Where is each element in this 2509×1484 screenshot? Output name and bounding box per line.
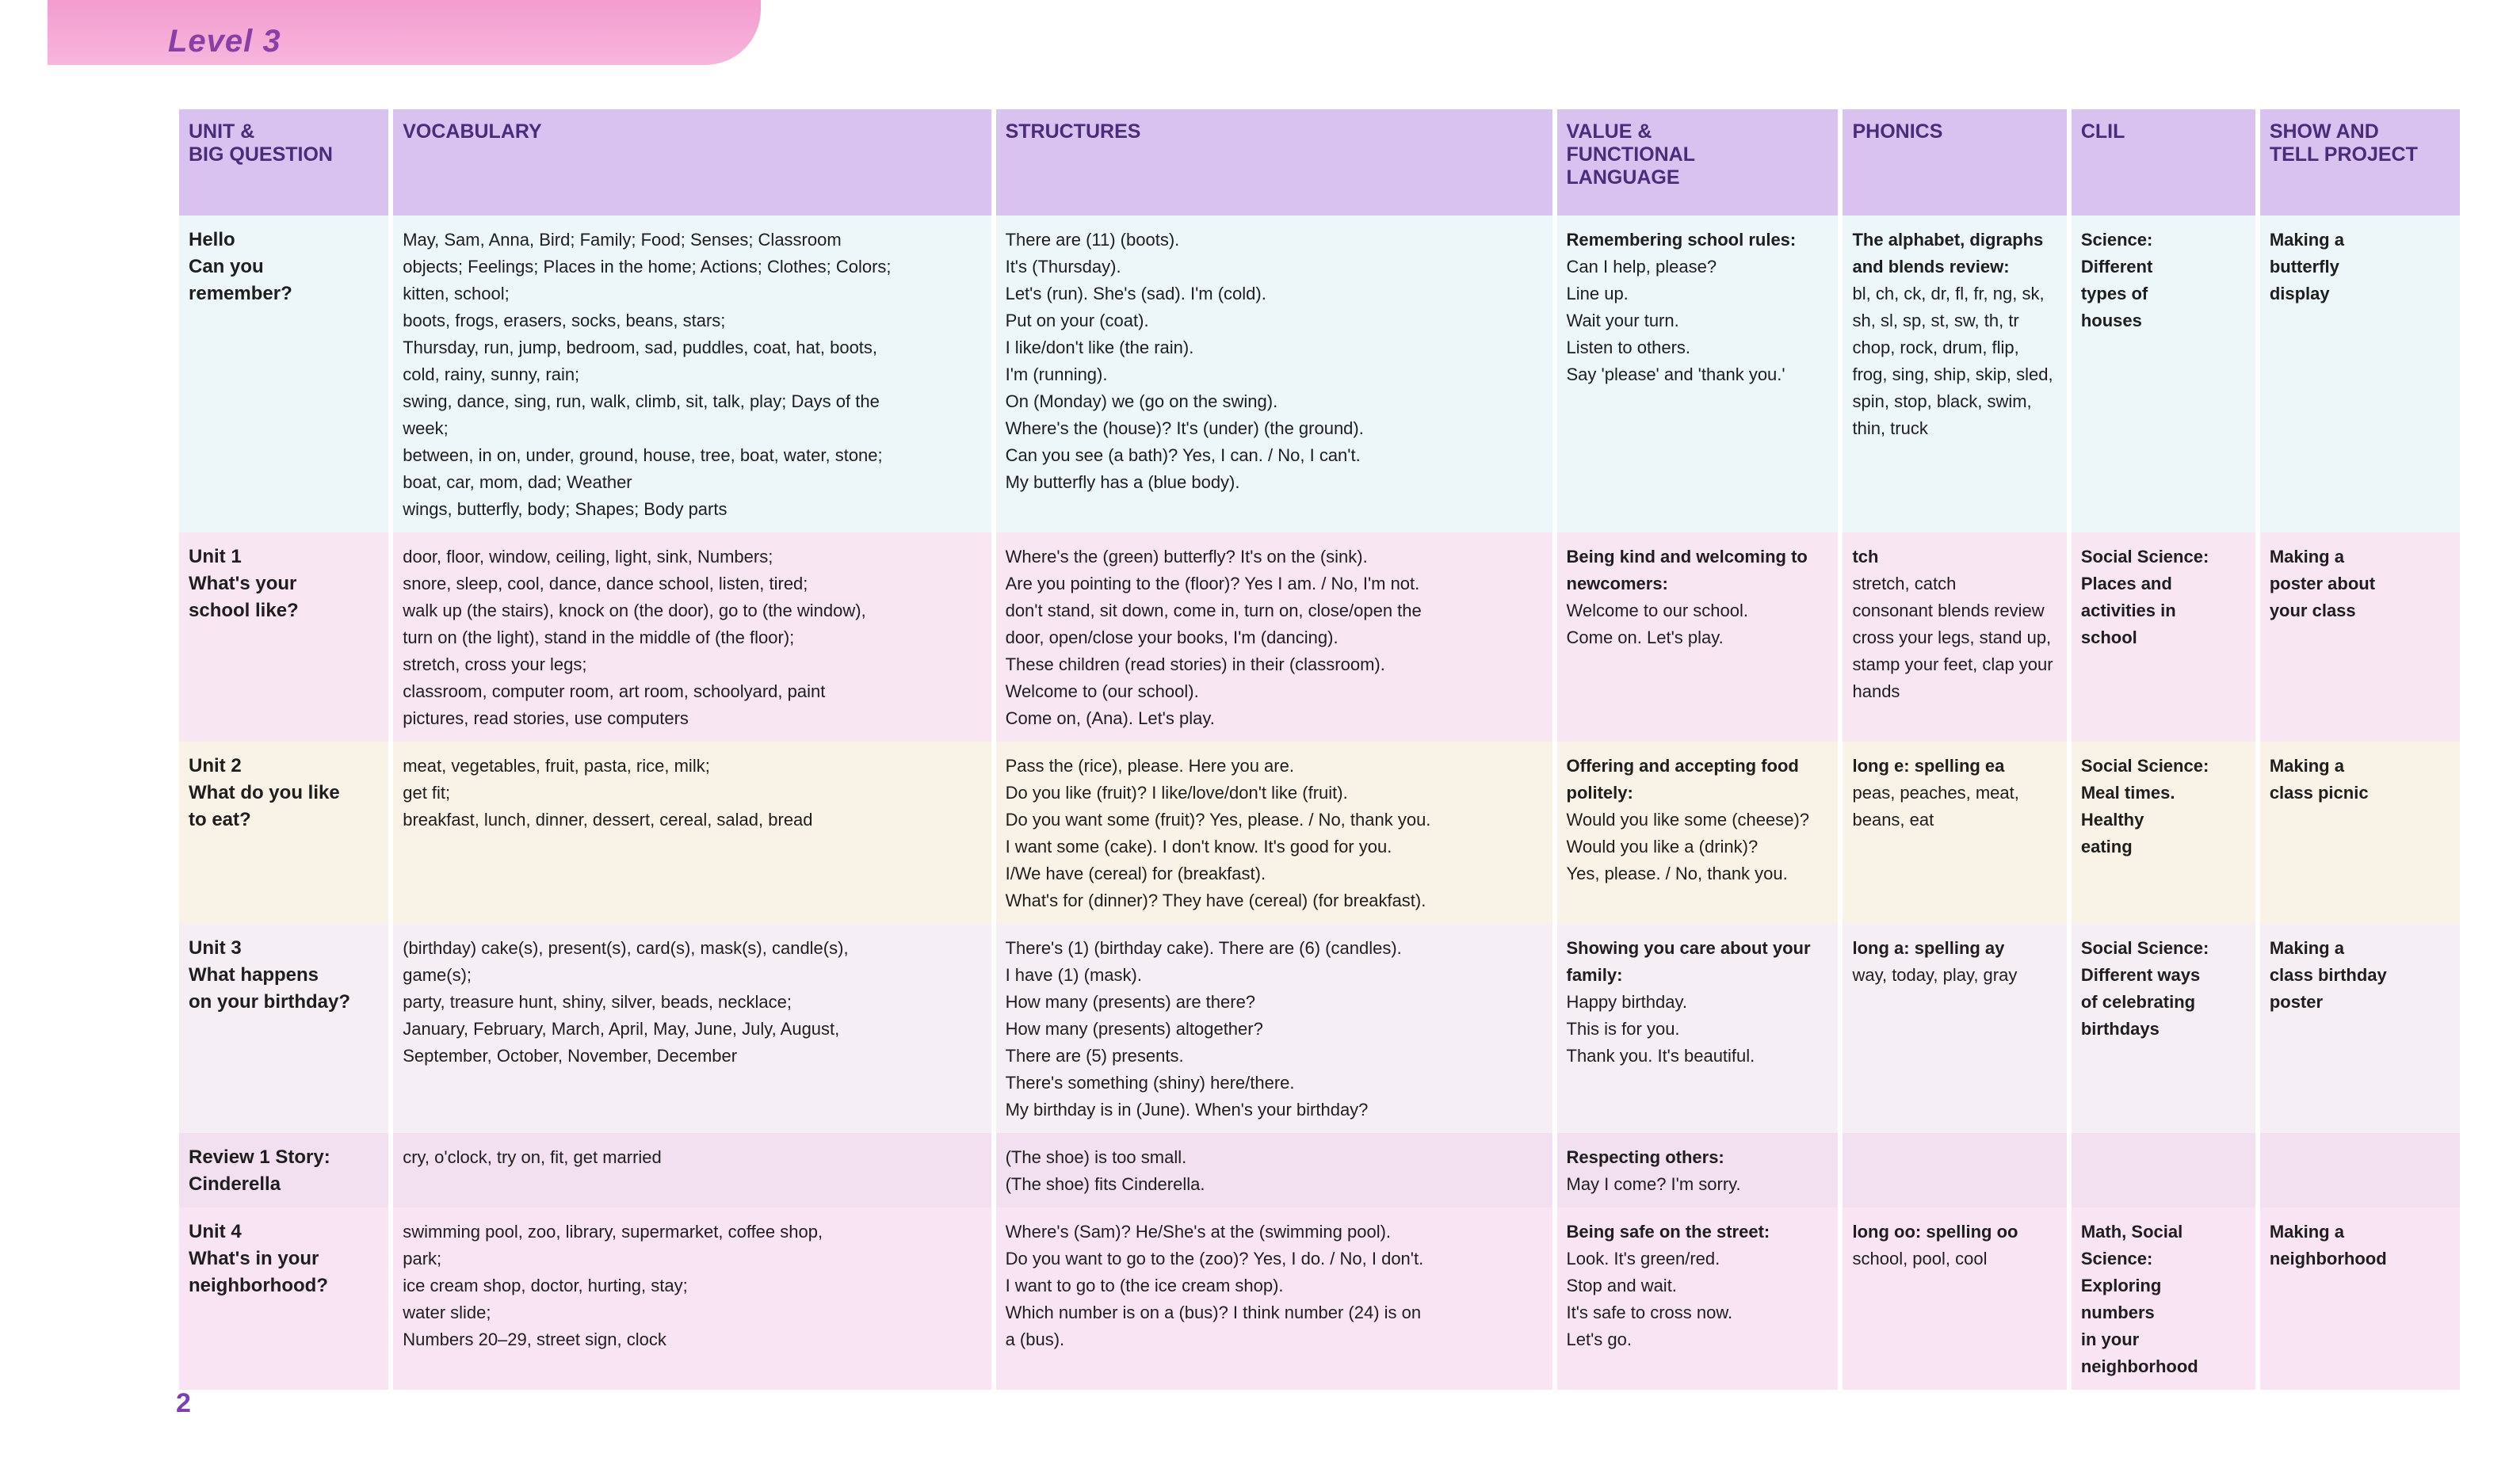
value-line: Listen to others.	[1566, 338, 1691, 357]
column-header-text: PHONICS	[1852, 120, 1943, 143]
unit-cell	[179, 1207, 388, 1390]
vocabulary-line: (birthday) cake(s), present(s), card(s), mask(s), candle(s),	[403, 938, 849, 958]
table-row	[179, 742, 2460, 924]
project-line: class birthday	[2269, 965, 2387, 985]
unit-title-line: on your birthday?	[189, 991, 350, 1013]
project-cell	[2260, 1207, 2460, 1390]
clil-line: Science:	[2080, 1249, 2153, 1268]
column-header-text: FUNCTIONAL	[1566, 143, 1695, 166]
clil-line: in your	[2080, 1329, 2140, 1349]
page-number: 2	[176, 1388, 191, 1418]
vocabulary-line: kitten, school;	[403, 284, 510, 303]
project-text	[2270, 1219, 2452, 1272]
clil-cell	[2072, 742, 2255, 924]
clil-line: neighborhood	[2080, 1356, 2198, 1376]
column-header	[1557, 109, 1839, 216]
structure-line: Let's (run). She's (sad). I'm (cold).	[1005, 284, 1266, 303]
vocabulary-line: water slide;	[403, 1303, 491, 1322]
structure-line: Which number is on a (bus)? I think number (24) is on	[1005, 1303, 1422, 1322]
unit-title	[189, 1219, 380, 1299]
structure-line: Put on your (coat).	[1005, 311, 1149, 330]
vocabulary-cell	[393, 1133, 991, 1207]
unit-title-line: Hello	[189, 229, 235, 250]
table-row	[179, 532, 2460, 742]
structure-line: Where's (Sam)? He/She's at the (swimming pool).	[1005, 1222, 1392, 1242]
phonics-title: The alphabet, digraphs and blends review:	[1852, 230, 2044, 277]
value-line: Let's go.	[1566, 1329, 1632, 1349]
clil-line: types of	[2080, 284, 2148, 303]
value-line: Would you like some (cheese)?	[1566, 810, 1810, 830]
clil-line: Healthy	[2080, 810, 2144, 830]
unit-title-line: Unit 4	[189, 1221, 242, 1242]
phonics-line: stretch, catch	[1852, 574, 1957, 593]
structures-cell	[996, 742, 1552, 924]
structure-line: On (Monday) we (go on the swing).	[1005, 391, 1278, 411]
vocabulary-cell	[393, 924, 991, 1133]
structure-line: (The shoe) fits Cinderella.	[1005, 1174, 1205, 1194]
project-cell	[2260, 532, 2460, 742]
project-cell	[2260, 924, 2460, 1133]
unit-title-line: What happens	[189, 964, 319, 986]
unit-title-line: Cinderella	[189, 1173, 281, 1195]
project-text	[2270, 227, 2452, 307]
phonics-title: tch	[1852, 547, 1879, 567]
project-line: Making a	[2269, 547, 2344, 567]
column-header-text: VALUE &	[1566, 120, 1652, 143]
table-row	[179, 1207, 2460, 1390]
clil-line: Social Science:	[2080, 938, 2209, 958]
column-header	[996, 109, 1552, 216]
vocabulary-line: breakfast, lunch, dinner, dessert, cereal, salad, bread	[403, 810, 813, 830]
structure-line: a (bus).	[1005, 1329, 1065, 1349]
clil-line: Social Science:	[2080, 547, 2209, 567]
project-text	[2270, 544, 2452, 624]
project-line: your class	[2269, 601, 2356, 620]
structure-line: There's something (shiny) here/there.	[1005, 1073, 1295, 1093]
project-cell	[2260, 1133, 2460, 1207]
column-header	[2260, 109, 2460, 216]
vocabulary-line: pictures, read stories, use computers	[403, 708, 689, 728]
vocabulary-line: week;	[403, 418, 449, 438]
clil-line: Different ways	[2080, 965, 2201, 985]
column-header-text: UNIT &	[189, 120, 255, 143]
vocabulary-line: boat, car, mom, dad; Weather	[403, 472, 632, 492]
clil-text	[2081, 753, 2247, 860]
unit-cell	[179, 1133, 388, 1207]
unit-title-line: What's in your	[189, 1248, 319, 1269]
unit-title-line: Unit 2	[189, 755, 242, 776]
unit-title-line: What's your	[189, 573, 297, 594]
vocabulary-line: stretch, cross your legs;	[403, 654, 587, 674]
phonics-cell	[1843, 216, 2066, 532]
structure-line: Pass the (rice), please. Here you are.	[1005, 756, 1294, 776]
structure-line: I'm (running).	[1005, 364, 1108, 384]
structure-line: I have (1) (mask).	[1005, 965, 1142, 985]
value-line: Welcome to our school.	[1566, 601, 1748, 620]
unit-title-line: Unit 1	[189, 546, 242, 567]
value-title: Offering and accepting food politely:	[1566, 756, 1799, 803]
value-title: Remembering school rules:	[1566, 230, 1797, 250]
vocabulary-line: swing, dance, sing, run, walk, climb, sit, talk, play; Days of the	[403, 391, 880, 411]
column-header-text: SHOW AND	[2269, 120, 2379, 143]
structure-line: What's for (dinner)? They have (cereal) (for breakfast).	[1005, 891, 1426, 910]
value-line: It's safe to cross now.	[1566, 1303, 1733, 1322]
structure-line: How many (presents) are there?	[1005, 992, 1256, 1012]
structure-line: My birthday is in (June). When's your birthday?	[1005, 1100, 1369, 1120]
structure-line: Are you pointing to the (floor)? Yes I am. / No, I'm not.	[1005, 574, 1420, 593]
phonics-title: long oo: spelling oo	[1852, 1222, 2018, 1242]
clil-line: activities in	[2080, 601, 2176, 620]
column-header-text: VOCABULARY	[403, 120, 542, 143]
value-title: Being safe on the street:	[1566, 1222, 1770, 1242]
structure-line: Do you like (fruit)? I like/love/don't like (fruit).	[1005, 783, 1348, 803]
column-header	[393, 109, 991, 216]
column-header	[1843, 109, 2066, 216]
column-header	[179, 109, 388, 216]
clil-line: Different	[2080, 257, 2153, 277]
column-header-text: LANGUAGE	[1566, 166, 1680, 189]
project-line: Making a	[2269, 756, 2344, 776]
structure-line: don't stand, sit down, come in, turn on, close/open the	[1005, 601, 1422, 620]
table-row	[179, 924, 2460, 1133]
structures-cell	[996, 924, 1552, 1133]
structure-line: Welcome to (our school).	[1005, 681, 1199, 701]
vocabulary-line: get fit;	[403, 783, 451, 803]
value-title: Showing you care about your family:	[1566, 938, 1811, 985]
unit-title-line: Review 1 Story:	[189, 1146, 330, 1168]
clil-line: Places and	[2080, 574, 2172, 593]
scope-and-sequence-table	[174, 109, 2465, 1390]
clil-text	[2081, 1219, 2247, 1380]
vocabulary-line: snore, sleep, cool, dance, dance school, listen, tired;	[403, 574, 808, 593]
structure-line: Where's the (house)? It's (under) (the ground).	[1005, 418, 1364, 438]
vocabulary-cell	[393, 1207, 991, 1390]
vocabulary-line: Thursday, run, jump, bedroom, sad, puddles, coat, hat, boots,	[403, 338, 878, 357]
phonics-cell	[1843, 742, 2066, 924]
phonics-cell	[1843, 924, 2066, 1133]
structure-line: door, open/close your books, I'm (dancing).	[1005, 628, 1339, 647]
unit-title	[189, 1144, 380, 1198]
vocabulary-line: wings, butterfly, body; Shapes; Body parts	[403, 499, 727, 519]
project-text	[2270, 935, 2452, 1016]
unit-title	[189, 544, 380, 624]
title-banner	[48, 0, 761, 65]
project-line: poster about	[2269, 574, 2376, 593]
table-row	[179, 1133, 2460, 1207]
structure-line: It's (Thursday).	[1005, 257, 1121, 277]
vocabulary-line: May, Sam, Anna, Bird; Family; Food; Senses; Classroom	[403, 230, 842, 250]
unit-cell	[179, 924, 388, 1133]
project-cell	[2260, 742, 2460, 924]
clil-cell	[2072, 216, 2255, 532]
vocabulary-line: door, floor, window, ceiling, light, sink, Numbers;	[403, 547, 773, 567]
value-line: Come on. Let's play.	[1566, 628, 1724, 647]
unit-title	[189, 753, 380, 834]
clil-text	[2081, 935, 2247, 1043]
structure-line: Do you want some (fruit)? Yes, please. / No, thank you.	[1005, 810, 1431, 830]
clil-line: school	[2080, 628, 2137, 647]
clil-line: Math, Social	[2080, 1222, 2183, 1242]
project-line: Making a	[2269, 1222, 2344, 1242]
clil-line: Social Science:	[2080, 756, 2209, 776]
project-line: display	[2269, 284, 2330, 303]
clil-cell	[2072, 1133, 2255, 1207]
project-cell	[2260, 216, 2460, 532]
column-header-text: BIG QUESTION	[189, 143, 333, 166]
value-cell	[1557, 532, 1839, 742]
unit-title	[189, 935, 380, 1016]
vocabulary-line: park;	[403, 1249, 442, 1268]
phonics-line: chop, rock, drum, flip, frog, sing, ship, skip, sled, spin, stop, black, swim, thin, truck	[1852, 338, 2053, 438]
phonics-line: cross your legs, stand up, stamp your feet, clap your hands	[1852, 628, 2053, 701]
clil-line: Science:	[2080, 230, 2153, 250]
vocabulary-line: game(s);	[403, 965, 472, 985]
unit-cell	[179, 532, 388, 742]
value-line: May I come? I'm sorry.	[1566, 1174, 1741, 1194]
unit-title-line: Unit 3	[189, 937, 242, 959]
table-row	[179, 216, 2460, 532]
value-cell	[1557, 742, 1839, 924]
vocabulary-line: objects; Feelings; Places in the home; Actions; Clothes; Colors;	[403, 257, 892, 277]
phonics-cell	[1843, 1207, 2066, 1390]
clil-line: eating	[2080, 837, 2133, 856]
vocabulary-line: cry, o'clock, try on, fit, get married	[403, 1147, 662, 1167]
value-cell	[1557, 1207, 1839, 1390]
value-line: Thank you. It's beautiful.	[1566, 1046, 1755, 1066]
structures-cell	[996, 532, 1552, 742]
structure-line: I like/don't like (the rain).	[1005, 338, 1194, 357]
clil-cell	[2072, 532, 2255, 742]
vocabulary-line: cold, rainy, sunny, rain;	[403, 364, 580, 384]
value-line: Yes, please. / No, thank you.	[1566, 864, 1788, 883]
structure-line: These children (read stories) in their (classroom).	[1005, 654, 1385, 674]
vocabulary-line: Numbers 20–29, street sign, clock	[403, 1329, 666, 1349]
clil-line: houses	[2080, 311, 2142, 330]
structures-cell	[996, 1133, 1552, 1207]
value-line: Line up.	[1566, 284, 1629, 303]
unit-title-line: to eat?	[189, 809, 251, 830]
unit-title-line: What do you like	[189, 782, 340, 803]
vocabulary-cell	[393, 742, 991, 924]
column-header-text: TELL PROJECT	[2269, 143, 2418, 166]
clil-line: Exploring	[2080, 1276, 2162, 1295]
unit-title-line: remember?	[189, 283, 292, 304]
clil-cell	[2072, 1207, 2255, 1390]
structure-line: Come on, (Ana). Let's play.	[1005, 708, 1215, 728]
project-line: class picnic	[2269, 783, 2369, 803]
structure-line: My butterfly has a (blue body).	[1005, 472, 1240, 492]
phonics-line: school, pool, cool	[1852, 1249, 1988, 1268]
unit-cell	[179, 216, 388, 532]
structure-line: I/We have (cereal) for (breakfast).	[1005, 864, 1266, 883]
level-label: Level 3	[168, 24, 281, 59]
structure-line: How many (presents) altogether?	[1005, 1019, 1263, 1039]
phonics-line: way, today, play, gray	[1852, 965, 2018, 985]
value-cell	[1557, 216, 1839, 532]
vocabulary-line: classroom, computer room, art room, schoolyard, paint	[403, 681, 826, 701]
value-line: Stop and wait.	[1566, 1276, 1677, 1295]
column-header-text: STRUCTURES	[1005, 120, 1141, 143]
project-line: Making a	[2269, 938, 2344, 958]
value-line: Can I help, please?	[1566, 257, 1717, 277]
vocabulary-line: between, in on, under, ground, house, tree, boat, water, stone;	[403, 445, 883, 465]
project-line: Making a	[2269, 230, 2344, 250]
vocabulary-line: boots, frogs, erasers, socks, beans, stars;	[403, 311, 726, 330]
structure-line: I want to go to (the ice cream shop).	[1005, 1276, 1284, 1295]
phonics-line: peas, peaches, meat, beans, eat	[1852, 783, 2019, 830]
vocabulary-line: swimming pool, zoo, library, supermarket, coffee shop,	[403, 1222, 823, 1242]
value-cell	[1557, 924, 1839, 1133]
value-title: Being kind and welcoming to newcomers:	[1566, 547, 1808, 593]
vocabulary-cell	[393, 216, 991, 532]
value-line: Say 'please' and 'thank you.'	[1566, 364, 1785, 384]
value-line: Wait your turn.	[1566, 311, 1679, 330]
unit-title-line: school like?	[189, 600, 299, 621]
vocabulary-line: ice cream shop, doctor, hurting, stay;	[403, 1276, 688, 1295]
column-header	[2072, 109, 2255, 216]
structures-cell	[996, 216, 1552, 532]
structure-line: There are (11) (boots).	[1005, 230, 1180, 250]
value-line: Happy birthday.	[1566, 992, 1687, 1012]
value-cell	[1557, 1133, 1839, 1207]
value-line: Would you like a (drink)?	[1566, 837, 1759, 856]
clil-cell	[2072, 924, 2255, 1133]
unit-title-line: neighborhood?	[189, 1275, 328, 1296]
column-header-text: CLIL	[2080, 120, 2125, 143]
phonics-title: long a: spelling ay	[1852, 938, 2005, 958]
structure-line: (The shoe) is too small.	[1005, 1147, 1187, 1167]
header-row	[179, 109, 2460, 216]
project-line: poster	[2269, 992, 2324, 1012]
phonics-line: bl, ch, ck, dr, fl, fr, ng, sk, sh, sl, sp, st, sw, th, tr	[1852, 284, 2045, 330]
vocabulary-line: walk up (the stairs), knock on (the door), go to (the window),	[403, 601, 866, 620]
structure-line: Can you see (a bath)? Yes, I can. / No, I can't.	[1005, 445, 1361, 465]
vocabulary-cell	[393, 532, 991, 742]
project-line: butterfly	[2269, 257, 2339, 277]
structures-cell	[996, 1207, 1552, 1390]
vocabulary-line: January, February, March, April, May, June, July, August,	[403, 1019, 840, 1039]
vocabulary-line: turn on (the light), stand in the middle of (the floor);	[403, 628, 795, 647]
clil-text	[2081, 544, 2247, 651]
vocabulary-line: September, October, November, December	[403, 1046, 738, 1066]
clil-line: numbers	[2080, 1303, 2155, 1322]
phonics-cell	[1843, 532, 2066, 742]
structure-line: Where's the (green) butterfly? It's on the (sink).	[1005, 547, 1368, 567]
value-title: Respecting others:	[1566, 1147, 1724, 1167]
vocabulary-line: meat, vegetables, fruit, pasta, rice, milk;	[403, 756, 710, 776]
clil-text	[2081, 227, 2247, 334]
value-line: This is for you.	[1566, 1019, 1680, 1039]
phonics-title: long e: spelling ea	[1852, 756, 2005, 776]
unit-cell	[179, 742, 388, 924]
value-line: Look. It's green/red.	[1566, 1249, 1720, 1268]
structure-line: Do you want to go to the (zoo)? Yes, I do. / No, I don't.	[1005, 1249, 1424, 1268]
phonics-line: consonant blends review	[1852, 601, 2045, 620]
project-text	[2270, 753, 2452, 807]
clil-line: birthdays	[2080, 1019, 2160, 1039]
clil-line: Meal times.	[2080, 783, 2175, 803]
structure-line: I want some (cake). I don't know. It's good for you.	[1005, 837, 1392, 856]
clil-line: of celebrating	[2080, 992, 2196, 1012]
unit-title	[189, 227, 380, 307]
structure-line: There are (5) presents.	[1005, 1046, 1184, 1066]
project-line: neighborhood	[2269, 1249, 2387, 1268]
phonics-cell	[1843, 1133, 2066, 1207]
unit-title-line: Can you	[189, 256, 264, 277]
vocabulary-line: party, treasure hunt, shiny, silver, beads, necklace;	[403, 992, 792, 1012]
structure-line: There's (1) (birthday cake). There are (6) (candles).	[1005, 938, 1402, 958]
